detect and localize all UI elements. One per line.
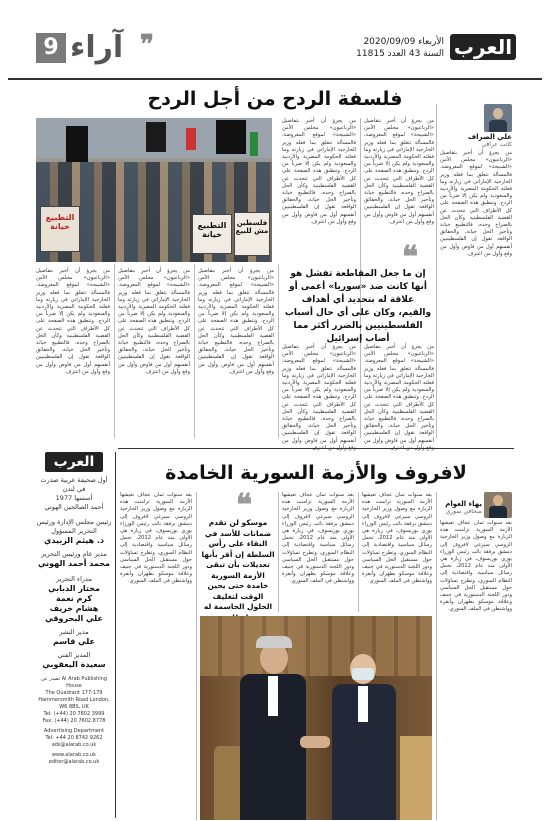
page-number: 9 <box>36 33 66 63</box>
article1-author-role: كاتب عراقي <box>481 141 512 148</box>
issue-info <box>338 36 444 60</box>
masthead-website[interactable]: www.alarab.co.uk <box>51 752 97 758</box>
article2-author-photo <box>484 492 512 518</box>
article1-headline: فلسفة الردح من أجل الردح <box>147 88 403 110</box>
section-title: آراء <box>70 30 124 65</box>
masthead-art-title: المدير الفني <box>57 651 91 659</box>
article2-column: بعد سنوات ثمان عجاف تعيشها الأزمة السورية تزامنت هذه الزيارة مع وصول وزير الخارجية الروسي سيرغي لافروف إلى دمشق برفقة نائب رئيس الوزراء يوري بوريسوف، في زيارة هي الأولى منذ عام 2012، تحمل رسائل سياسية واقتصادية إلى النظام السوري، وتطرح تساؤلات حول مستقبل الحل السياسي ودور اللجنة الدستورية في جنيف وعلاقة موسكو بطهران وأنقرة وواشنطن في الملف السوري. <box>440 520 512 613</box>
masthead-deputy-title: مدير عام ورئيس التحرير <box>41 550 107 558</box>
masthead-fax: Fax: (+44) 20 7602 8778 <box>42 718 106 724</box>
masthead-publisher: تصدر عن Al Arab Publishing House <box>40 676 107 689</box>
article1-column: من يجرؤ أن أخبر بتفاصيل «الرباعيون» مجلس الأمن «الشبيحة» لموقع المعروضة، فالمسألة تتعلق بما فعله وزير الخارجية الإماراتي في زيارته وما فعلته الحكومة المصرية والأردنية والسعودية ولم يكن إلا ضرباً من الردح. وتنطبق هذه الصفحة على كل الأطراف التي تتحدث عن القضية الفلسطينية وكأن الحل بالصراخ وحده، فالتطبيع خيانة وتأخير الحل خيانة، والحقائق الواقعة تقول إن الفلسطينيين أنفسهم أول من فاوض وأول من وقع وأول من اعترف. <box>36 268 110 375</box>
article2-column: بعد سنوات ثمان عجاف تعيشها الأزمة السورية تزامنت هذه الزيارة مع وصول وزير الخارجية الروسي سيرغي لافروف إلى دمشق برفقة نائب رئيس الوزراء يوري بوريسوف، في زيارة هي الأولى منذ عام 2012، تحمل رسائل سياسية واقتصادية إلى النظام السوري، وتطرح تساؤلات حول مستقبل الحل السياسي ودور اللجنة الدستورية في جنيف وعلاقة موسكو بطهران وأنقرة وواشنطن في الملف السوري. <box>120 492 192 585</box>
article1-author-photo <box>484 104 512 132</box>
column-divider <box>358 492 359 612</box>
masthead-staff-member: مختار الدبابي <box>48 584 100 593</box>
quote-icon: ❞ <box>140 30 154 60</box>
quote-mark-icon: ❝ <box>236 488 253 523</box>
column-divider <box>194 264 195 438</box>
article2-column: بعد سنوات ثمان عجاف تعيشها الأزمة السورية تزامنت هذه الزيارة مع وصول وزير الخارجية الروسي سيرغي لافروف إلى دمشق برفقة نائب رئيس الوزراء يوري بوريسوف، في زيارة هي الأولى منذ عام 2012، تحمل رسائل سياسية واقتصادية إلى النظام السوري، وتطرح تساؤلات حول مستقبل الحل السياسي ودور اللجنة الدستورية في جنيف وعلاقة موسكو بطهران وأنقرة وواشنطن في الملف السوري. <box>362 492 432 585</box>
masthead-founded: أسسها 1977 <box>55 494 93 502</box>
article1-column: من يجرؤ أن أخبر بتفاصيل «الرباعيون» مجلس الأمن «الشبيحة» لموقع المعروضة، فالمسألة تتعلق بما فعله وزير الخارجية الإماراتي في زيارته وما فعلته الحكومة المصرية والأردنية والسعودية ولم يكن إلا ضرباً من الردح. وتنطبق هذه الصفحة على كل الأطراف التي تتحدث عن القضية الفلسطينية وكأن الحل بالصراخ وحده، فالتطبيع خيانة وتأخير الحل خيانة، والحقائق الواقعة تقول إن الفلسطينيين أنفسهم أول من فاوض وأول من وقع وأول من اعترف. <box>282 118 356 225</box>
masthead-tagline: أول صحيفة عربية صدرت في لندن <box>40 476 108 493</box>
masthead-address: The Quadrant 177-179 Hammersmith Road London, W6 8BS, UK <box>38 690 110 710</box>
article1-pull-quote: إن ما جعل المقاطعة تفشل هو أنها كانت ضد «سوريا» أعمى أو علاقة له بتحديد أي أهداف والقيم، وكان على أي حال أسباب الفلسطينيين بالضرر أكثر مما أصاب إسرائيل <box>284 269 432 344</box>
masthead-deputy-name: محمد أحمد الهوني <box>38 559 110 568</box>
masthead-publishing-title: مدير النشر <box>59 628 89 636</box>
article1-column: من يجرؤ أن أخبر بتفاصيل «الرباعيون» مجلس الأمن «الشبيحة» لموقع المعروضة، فالمسألة تتعلق بما فعله وزير الخارجية الإماراتي في زيارته وما فعلته الحكومة المصرية والأردنية والسعودية ولم يكن إلا ضرباً من الردح. وتنطبق هذه الصفحة على كل الأطراف التي تتحدث عن القضية الفلسطينية وكأن الحل بالصراخ وحده، فالتطبيع خيانة وتأخير الحل خيانة، والحقائق الواقعة تقول إن الفلسطينيين أنفسهم أول من فاوض وأول من <box>282 344 356 444</box>
column-divider <box>278 492 279 612</box>
column-divider <box>436 492 437 820</box>
masthead-email[interactable]: editor@alarab.co.uk <box>48 759 100 765</box>
article-divider <box>118 448 514 449</box>
newspaper-logo: العرب <box>450 34 516 60</box>
masthead-staff-title: مدراء التحرير <box>56 575 92 583</box>
masthead-ads-title: Advertising Department <box>43 728 105 734</box>
protest-sign: التطبيع خيانة <box>192 214 232 254</box>
masthead-logo: العرب <box>45 452 103 472</box>
masthead-ads-email: ads@alarab.co.uk <box>51 742 97 748</box>
header-divider <box>8 78 542 80</box>
masthead-ads-tel: Tel: +44 20 8742 9262 <box>45 735 103 741</box>
article2-pull-quote: موسكو لن تقدم ضمانات للأسد في البقاء على رأس السلطة إن أقر بأنها تعديلات بأن تبقى الأزمة السورية خامدة حتى يحين الوقت لتغليف الحلول الحاسمة له <box>201 518 275 611</box>
article1-column: من يجرؤ أن أخبر بتفاصيل «الرباعيون» مجلس الأمن «الشبيحة» لموقع المعروضة، فالمسألة تتعلق بما فعله وزير الخارجية الإماراتي في زيارته وما فعلته الحكومة المصرية والأردنية والسعودية ولم يكن إلا ضرباً من الردح. وتنطبق هذه الصفحة على كل الأطراف التي تتحدث عن القضية الفلسطينية وكأن الحل بالصراخ وحده، فالتطبيع خيانة وتأخير الحل خيانة، والحقائق الواقعة تقول إن الفلسطينيين أنفسهم أول من فاوض وأول من وقع وأول من اعترف. <box>440 150 512 257</box>
column-divider <box>114 264 115 438</box>
masthead-art-name: سعيدة اليعقوبي <box>42 660 106 669</box>
masthead-founder: أحمد الصالحين الهوني <box>44 503 104 511</box>
column-divider <box>278 264 279 438</box>
masthead-editor-title: رئيس مجلس الإدارة ورئيس التحرير المسؤول <box>36 518 112 535</box>
column-divider <box>115 452 116 818</box>
article1-column: من يجرؤ أن أخبر بتفاصيل «الرباعيون» مجلس الأمن «الشبيحة» لموقع المعروضة، فالمسألة تتعلق بما فعله وزير الخارجية الإماراتي في زيارته وما فعلته الحكومة المصرية والأردنية والسعودية ولم يكن إلا ضرباً من الردح. وتنطبق هذه الصفحة على كل الأطراف التي تتحدث عن القضية الفلسطينية وكأن الحل بالصراخ وحده، فالتطبيع خيانة وتأخير الحل خيانة، والحقائق الواقعة تقول إن الفلسطينيين أنفسهم أول من فاوض وأول من وقع وأول من اعترف. <box>198 268 274 375</box>
article1-column: من يجرؤ أن أخبر بتفاصيل «الرباعيون» مجلس الأمن «الشبيحة» لموقع المعروضة، فالمسألة تتعلق بما فعله وزير الخارجية الإماراتي في زيارته وما فعلته الحكومة المصرية والأردنية والسعودية ولم يكن إلا ضرباً من الردح. وتنطبق هذه الصفحة على كل الأطراف التي تتحدث عن القضية الفلسطينية وكأن الحل بالصراخ وحده، فالتطبيع خيانة وتأخير الحل خيانة، والحقائق الواقعة تقول إن الفلسطينيين أنفسهم أول من فاوض وأول من <box>364 344 434 444</box>
issue-number: السنة 43 العدد 11815 <box>356 49 444 59</box>
article1-column: من يجرؤ أن أخبر بتفاصيل «الرباعيون» مجلس الأمن «الشبيحة» لموقع المعروضة، فالمسألة تتعلق بما فعله وزير الخارجية الإماراتي في زيارته وما فعلته الحكومة المصرية والأردنية والسعودية ولم يكن إلا ضرباً من الردح. وتنطبق هذه الصفحة على كل الأطراف التي تتحدث عن القضية الفلسطينية وكأن الحل بالصراخ وحده، فالتطبيع خيانة وتأخير الحل خيانة، والحقائق الواقعة تقول إن الفلسطينيين أنفسهم أول من فاوض وأول من وقع وأول من اعترف. <box>118 268 190 375</box>
masthead-staff-member: كرم نعمة <box>55 594 92 603</box>
quote-mark-icon: ❝ <box>402 240 419 275</box>
masthead-editor-name: د. هيثم الزبيدي <box>43 536 104 545</box>
article1-column: من يجرؤ أن أخبر بتفاصيل «الرباعيون» مجلس الأمن «الشبيحة» لموقع المعروضة، فالمسألة تتعلق بما فعله وزير الخارجية الإماراتي في زيارته وما فعلته الحكومة المصرية والأردنية والسعودية ولم يكن إلا ضرباً من الردح. وتنطبق هذه الصفحة على كل الأطراف التي تتحدث عن القضية الفلسطينية وكأن الحل بالصراخ وحده، فالتطبيع خيانة وتأخير الحل خيانة، والحقائق الواقعة تقول إن الفلسطينيين أنفسهم أول من فاوض وأول من وقع وأول من اعترف. <box>364 118 434 225</box>
article2-headline: لافروف والأزمة السورية الخامدة <box>165 462 467 484</box>
article1-author-name: علي الصراف <box>468 133 512 141</box>
protest-sign: فلسطين مش للبيع <box>234 212 270 256</box>
masthead-tel: Tel: (+44) 20 7602 3999 <box>43 711 105 717</box>
masthead-staff-member: هشام خريف <box>49 604 99 613</box>
column-divider <box>436 104 437 438</box>
article1-photo <box>36 118 272 262</box>
article2-author-name: بهاء العوام <box>445 500 482 508</box>
masthead <box>36 448 112 820</box>
issue-date: الأربعاء 2020/09/09 <box>363 37 444 47</box>
column-divider <box>196 492 197 820</box>
protest-sign: التطبيع خيانة <box>40 206 80 252</box>
masthead-staff-member: علي البحروقي <box>45 614 103 623</box>
masthead-publishing-name: علي قاسم <box>53 637 95 646</box>
article2-author-role: صحافي سوري <box>445 508 482 515</box>
article2-column: بعد سنوات ثمان عجاف تعيشها الأزمة السورية تزامنت هذه الزيارة مع وصول وزير الخارجية الروسي سيرغي لافروف إلى دمشق برفقة نائب رئيس الوزراء يوري بوريسوف، في زيارة هي الأولى منذ عام 2012، تحمل رسائل سياسية واقتصادية إلى النظام السوري، وتطرح تساؤلات حول مستقبل الحل السياسي ودور اللجنة الدستورية في جنيف وعلاقة موسكو بطهران وأنقرة وواشنطن في الملف السوري. <box>282 492 354 585</box>
article2-photo <box>200 616 432 820</box>
